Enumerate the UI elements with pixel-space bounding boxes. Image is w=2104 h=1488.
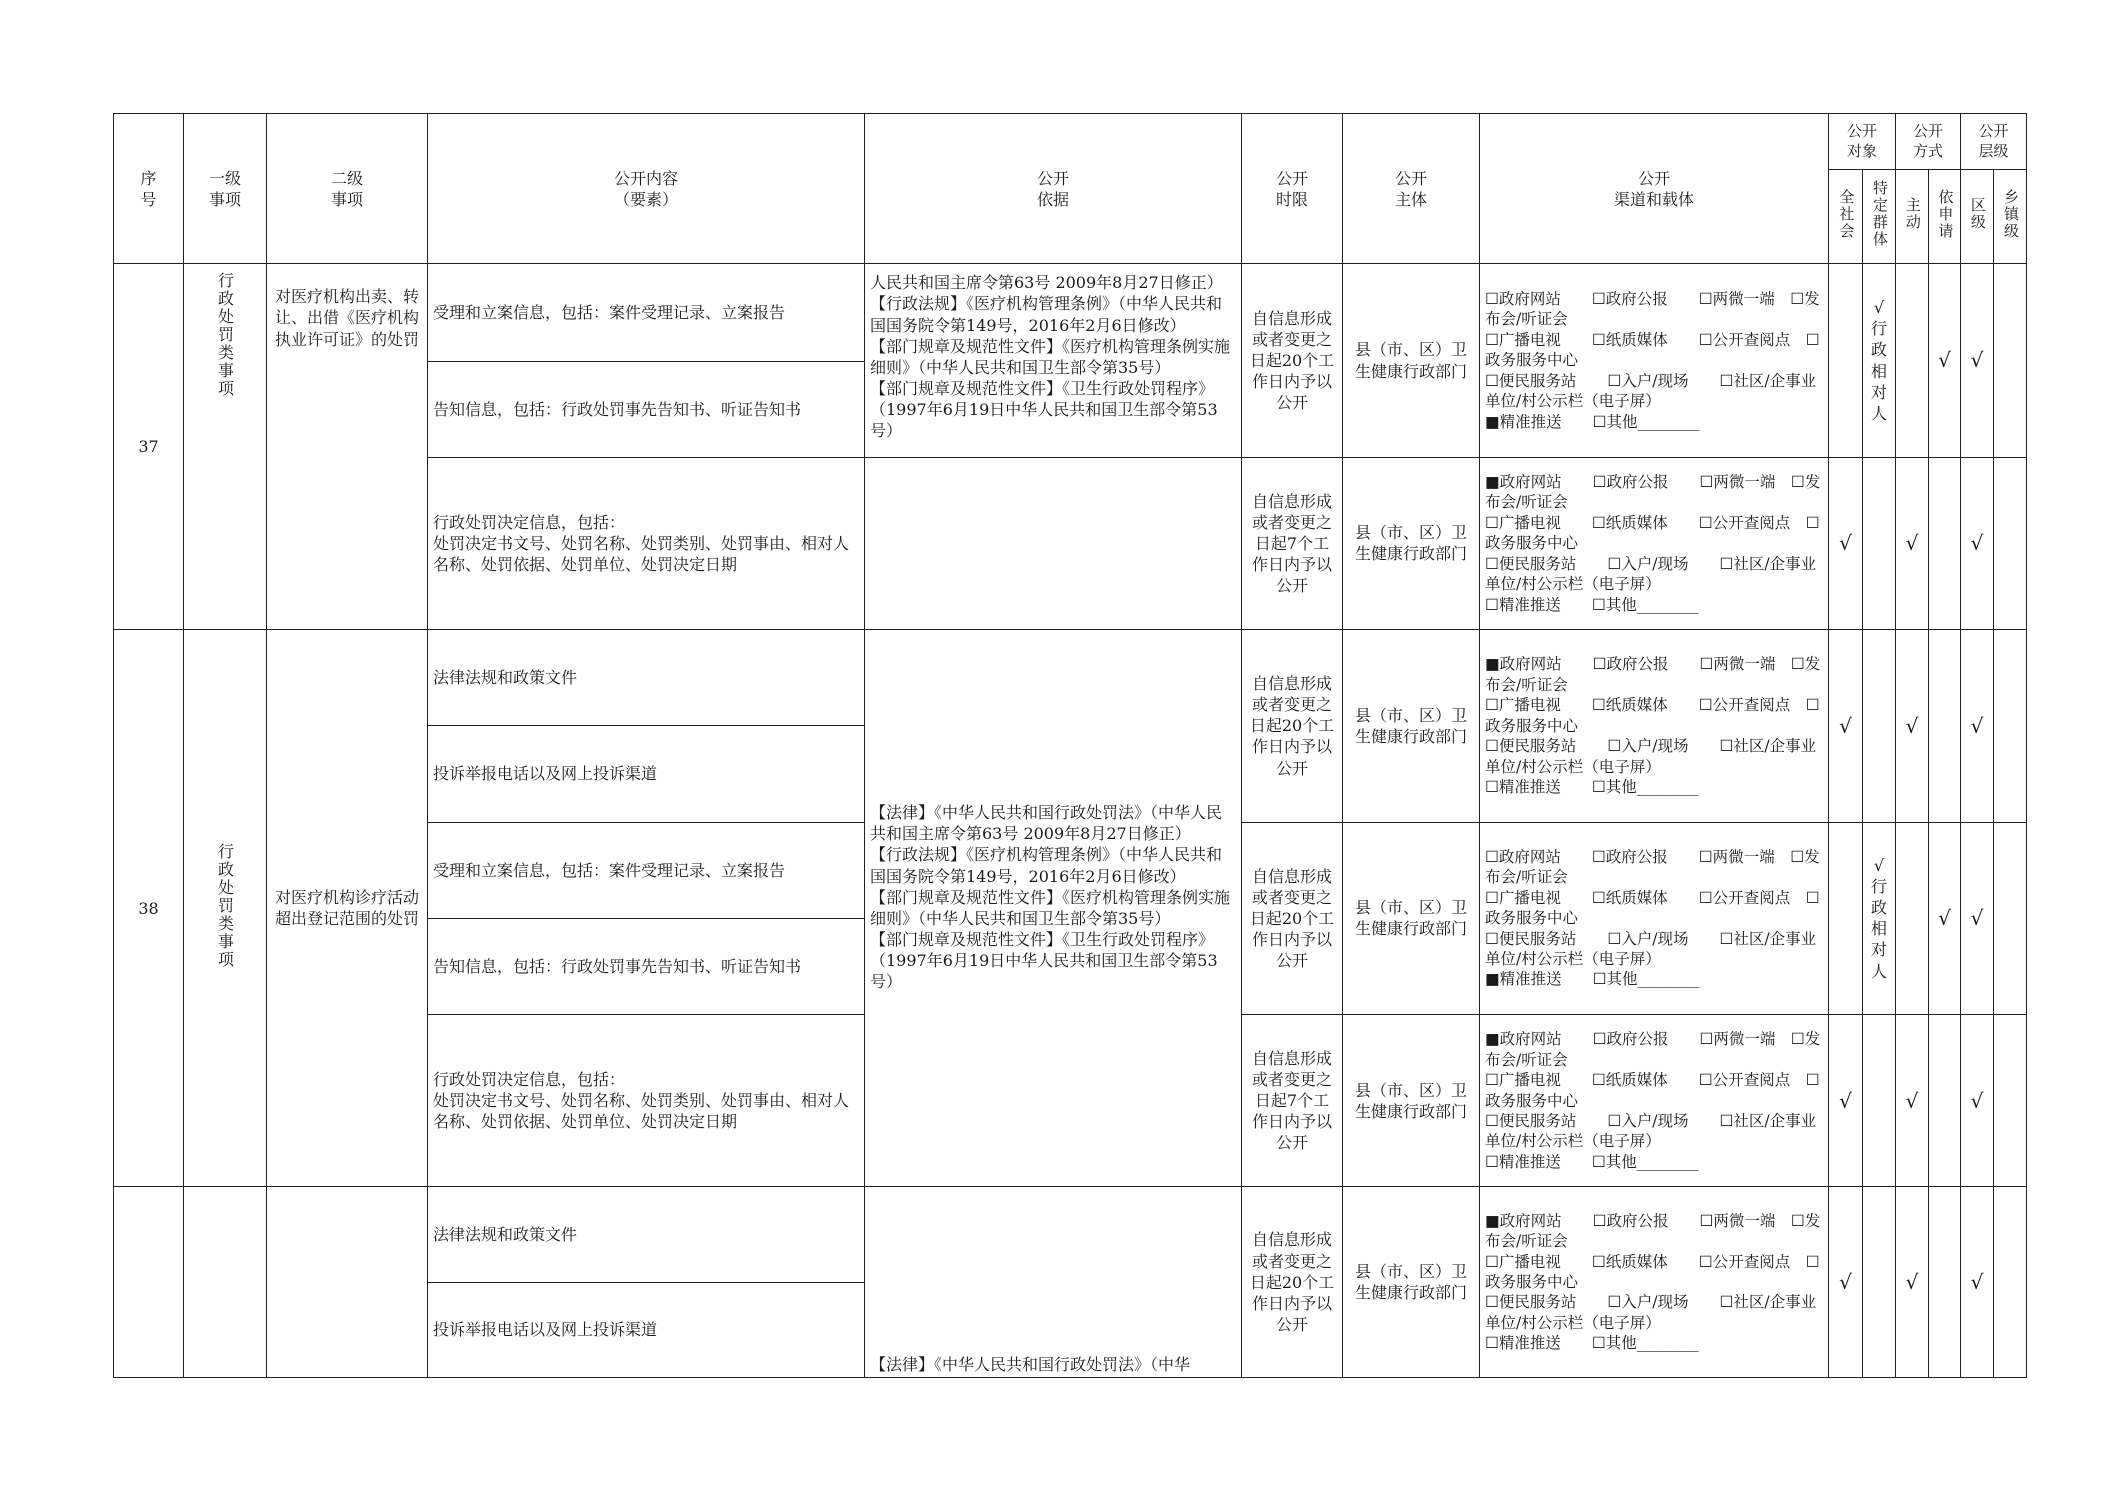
subject-38-a: 县（市、区）卫生健康行政部门 <box>1343 630 1480 822</box>
header-level1: 一级 事项 <box>184 114 267 264</box>
basis-39: 【法律】《中华人民共和国行政处罚法》（中华 <box>865 1187 1242 1378</box>
header-method-request: 依申请 <box>1936 188 1955 240</box>
channels-37-a: ☐政府网站 ☐政府公报 ☐两微一端 ☐发布会/听证会 ☐广播电视 ☐纸质媒体 ☐公开查阅点 ☐政务服务中心 ☐便民服务站 ☐入户/现场 ☐社区/企事业单位/村公示栏（电子屏） ■精准推送 ☐其他________ <box>1480 264 1829 457</box>
tier-district-39-a: √ <box>1961 1187 1994 1378</box>
level2-37: 对医疗机构出卖、转让、出借《医疗机构执业许可证》的处罚 <box>267 264 428 630</box>
content-38-notice: 告知信息，包括：行政处罚事先告知书、听证告知书 <box>428 918 865 1014</box>
tier-district-38-b: √ <box>1961 822 1994 1014</box>
time-37-b: 自信息形成或者变更之日起7个工作日内予以公开 <box>1242 457 1343 629</box>
subject-37-a: 县（市、区）卫生健康行政部门 <box>1343 264 1480 457</box>
method-active-38-a: √ <box>1896 630 1929 822</box>
seq-39 <box>114 1187 184 1378</box>
target-specific-37-b <box>1863 457 1896 629</box>
content-37-decision: 行政处罚决定信息，包括： 处罚决定书文号、处罚名称、处罚类别、处罚事由、相对人名称、处罚依据、处罚单位、处罚决定日期 <box>428 457 865 629</box>
seq-37: 37 <box>114 264 184 630</box>
header-level2: 二级 事项 <box>267 114 428 264</box>
header-target: 公开 对象 <box>1829 114 1896 170</box>
target-specific-39-a <box>1863 1187 1896 1378</box>
method-active-37-b: √ <box>1896 457 1929 629</box>
header-tier-district: 区级 <box>1968 197 1987 232</box>
method-request-37-b <box>1929 457 1961 629</box>
header-time: 公开 时限 <box>1242 114 1343 264</box>
target-all-37-a <box>1829 264 1863 457</box>
target-specific-38-a <box>1863 630 1896 822</box>
header-basis: 公开 依据 <box>865 114 1242 264</box>
basis-38: 【法律】《中华人民共和国行政处罚法》（中华人民共和国主席令第63号 2009年8月27日修正） 【行政法规】《医疗机构管理条例》（中华人民共和国国务院令第149号，2016年2月6日修改） 【部门规章及规范性文件】《医疗机构管理条例实施细则》（中华人民共和国卫生部令第35号） 【部门规章及规范性文件】《卫生行政处罚程序》（1997年6月19日中华人民共和国卫生部令第53号） <box>865 630 1242 1187</box>
content-38-acceptance: 受理和立案信息，包括：案件受理记录、立案报告 <box>428 822 865 918</box>
target-specific-38-c <box>1863 1015 1896 1187</box>
subject-38-b: 县（市、区）卫生健康行政部门 <box>1343 822 1480 1014</box>
header-tier-town: 乡镇级 <box>2001 188 2020 240</box>
basis-37-cont <box>865 457 1242 629</box>
header-target-specific: 特定群体 <box>1870 180 1889 249</box>
channels-38-c: ■政府网站 ☐政府公报 ☐两微一端 ☐发布会/听证会 ☐广播电视 ☐纸质媒体 ☐公开查阅点 ☐政务服务中心 ☐便民服务站 ☐入户/现场 ☐社区/企事业单位/村公示栏（电子屏） ☐精准推送 ☐其他________ <box>1480 1015 1829 1187</box>
method-active-37-a <box>1896 264 1929 457</box>
header-subject: 公开 主体 <box>1343 114 1480 264</box>
tier-district-38-c: √ <box>1961 1015 1994 1187</box>
header-channels: 公开 渠道和载体 <box>1480 114 1829 264</box>
target-all-38-c: √ <box>1829 1015 1863 1187</box>
level2-39 <box>267 1187 428 1378</box>
target-specific-37-a: √ 行政相对人 <box>1863 264 1896 457</box>
target-all-38-b <box>1829 822 1863 1014</box>
basis-37: 人民共和国主席令第63号 2009年8月27日修正） 【行政法规】《医疗机构管理条例》（中华人民共和国国务院令第149号，2016年2月6日修改） 【部门规章及规范性文件】《医疗机构管理条例实施细则》（中华人民共和国卫生部令第35号） 【部门规章及规范性文件】《卫生行政处罚程序》（1997年6月19日中华人民共和国卫生部令第53号） <box>865 264 1242 457</box>
level2-38: 对医疗机构诊疗活动超出登记范围的处罚 <box>267 630 428 1187</box>
header-target-all: 全社会 <box>1837 188 1856 240</box>
target-all-38-a: √ <box>1829 630 1863 822</box>
time-39-a: 自信息形成或者变更之日起20个工作日内予以公开 <box>1242 1187 1343 1378</box>
level1-37: 行政处罚类事项 <box>215 272 235 399</box>
subject-37-b: 县（市、区）卫生健康行政部门 <box>1343 457 1480 629</box>
subject-38-c: 县（市、区）卫生健康行政部门 <box>1343 1015 1480 1187</box>
tier-town-38-a <box>1994 630 2027 822</box>
content-38-decision: 行政处罚决定信息，包括： 处罚决定书文号、处罚名称、处罚类别、处罚事由、相对人名称、处罚依据、处罚单位、处罚决定日期 <box>428 1015 865 1187</box>
method-request-39-a <box>1929 1187 1961 1378</box>
disclosure-table <box>113 113 2027 1378</box>
tier-town-37-b <box>1994 457 2027 629</box>
content-39-complaint: 投诉举报电话以及网上投诉渠道 <box>428 1282 865 1377</box>
channels-37-b: ■政府网站 ☐政府公报 ☐两微一端 ☐发布会/听证会 ☐广播电视 ☐纸质媒体 ☐公开查阅点 ☐政务服务中心 ☐便民服务站 ☐入户/现场 ☐社区/企事业单位/村公示栏（电子屏） ☐精准推送 ☐其他________ <box>1480 457 1829 629</box>
target-specific-38-b: √ 行政相对人 <box>1863 822 1896 1014</box>
method-request-38-b: √ <box>1929 822 1961 1014</box>
tier-district-38-a: √ <box>1961 630 1994 822</box>
header-content: 公开内容 （要素） <box>428 114 865 264</box>
method-active-38-c: √ <box>1896 1015 1929 1187</box>
time-38-b: 自信息形成或者变更之日起20个工作日内予以公开 <box>1242 822 1343 1014</box>
header-method: 公开 方式 <box>1896 114 1961 170</box>
time-38-a: 自信息形成或者变更之日起20个工作日内予以公开 <box>1242 630 1343 822</box>
method-active-39-a: √ <box>1896 1187 1929 1378</box>
method-request-38-c <box>1929 1015 1961 1187</box>
tier-town-37-a <box>1994 264 2027 457</box>
method-request-37-a: √ <box>1929 264 1961 457</box>
channels-38-a: ■政府网站 ☐政府公报 ☐两微一端 ☐发布会/听证会 ☐广播电视 ☐纸质媒体 ☐公开查阅点 ☐政务服务中心 ☐便民服务站 ☐入户/现场 ☐社区/企事业单位/村公示栏（电子屏） ☐精准推送 ☐其他________ <box>1480 630 1829 822</box>
tier-district-37-b: √ <box>1961 457 1994 629</box>
level1-38: 行政处罚类事项 <box>215 842 235 969</box>
tier-district-37-a: √ <box>1961 264 1994 457</box>
tier-town-38-b <box>1994 822 2027 1014</box>
method-request-38-a <box>1929 630 1961 822</box>
time-37-a: 自信息形成或者变更之日起20个工作日内予以公开 <box>1242 264 1343 457</box>
header-method-active: 主动 <box>1903 197 1922 232</box>
content-39-law: 法律法规和政策文件 <box>428 1187 865 1282</box>
seq-38: 38 <box>114 630 184 1187</box>
content-38-law: 法律法规和政策文件 <box>428 630 865 726</box>
level1-39 <box>184 1187 267 1378</box>
header-tier: 公开 层级 <box>1961 114 2027 170</box>
channels-38-b: ☐政府网站 ☐政府公报 ☐两微一端 ☐发布会/听证会 ☐广播电视 ☐纸质媒体 ☐公开查阅点 ☐政务服务中心 ☐便民服务站 ☐入户/现场 ☐社区/企事业单位/村公示栏（电子屏） ■精准推送 ☐其他________ <box>1480 822 1829 1014</box>
subject-39-a: 县（市、区）卫生健康行政部门 <box>1343 1187 1480 1378</box>
tier-town-39-a <box>1994 1187 2027 1378</box>
content-37-notice: 告知信息，包括：行政处罚事先告知书、听证告知书 <box>428 361 865 457</box>
channels-39-a: ■政府网站 ☐政府公报 ☐两微一端 ☐发布会/听证会 ☐广播电视 ☐纸质媒体 ☐公开查阅点 ☐政务服务中心 ☐便民服务站 ☐入户/现场 ☐社区/企事业单位/村公示栏（电子屏） ☐精准推送 ☐其他________ <box>1480 1187 1829 1378</box>
method-active-38-b <box>1896 822 1929 1014</box>
target-all-39-a: √ <box>1829 1187 1863 1378</box>
content-38-complaint: 投诉举报电话以及网上投诉渠道 <box>428 726 865 822</box>
target-all-37-b: √ <box>1829 457 1863 629</box>
time-38-c: 自信息形成或者变更之日起7个工作日内予以公开 <box>1242 1015 1343 1187</box>
header-seq: 序 号 <box>114 114 184 264</box>
tier-town-38-c <box>1994 1015 2027 1187</box>
content-37-acceptance: 受理和立案信息，包括：案件受理记录、立案报告 <box>428 264 865 361</box>
